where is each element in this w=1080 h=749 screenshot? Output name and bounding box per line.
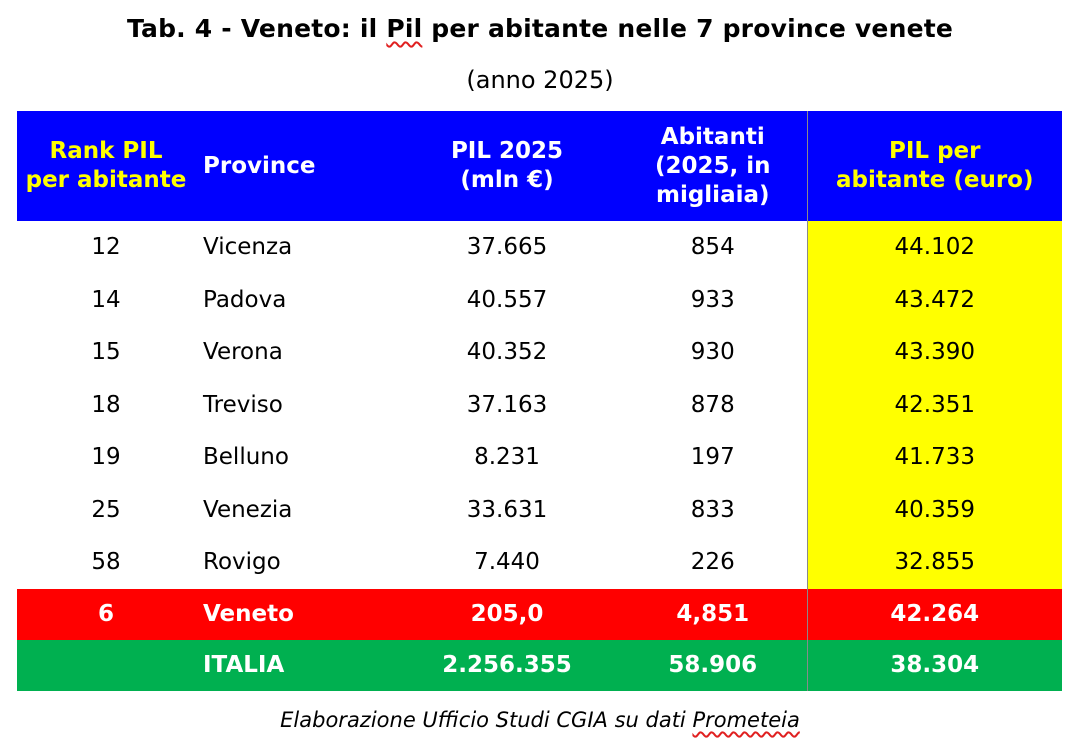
cell-province: Veneto (195, 589, 395, 640)
header-abitanti-line3: migliaia) (655, 181, 770, 208)
cell-province: Belluno (203, 444, 289, 471)
title-text-end: per abitante nelle 7 province venete (422, 14, 954, 43)
cell-rank: 15 (91, 339, 121, 366)
cell-abitanti: 933 (690, 286, 735, 313)
cell-rank: 25 (91, 496, 121, 523)
cell-pro-capite: 41.733 (807, 431, 1062, 484)
source-note (0, 708, 1080, 732)
cell-province: Venezia (203, 496, 293, 523)
title-text-start: Tab. 4 - Veneto: il (126, 14, 387, 43)
table-row (17, 221, 1062, 274)
table-row (17, 274, 1062, 327)
cell-province: Treviso (203, 391, 283, 418)
gdp-table (17, 111, 1062, 691)
header-row (17, 111, 1062, 221)
cell-rank (17, 640, 195, 691)
national-total-row (17, 640, 1062, 691)
cell-pro-capite: 44.102 (807, 221, 1062, 274)
cell-pil: 205,0 (395, 589, 619, 640)
header-pil (395, 111, 619, 221)
header-rank-line1: Rank PIL (49, 138, 163, 164)
header-pro-capite-line1: PIL per (889, 138, 981, 164)
cell-abitanti: 58.906 (619, 640, 807, 691)
cell-pro-capite: 32.855 (807, 536, 1062, 589)
cell-pil: 37.665 (466, 234, 548, 261)
cell-province: Vicenza (203, 234, 293, 261)
cell-pil: 37.163 (466, 391, 548, 418)
cell-pil: 40.352 (466, 339, 548, 366)
header-pro-capite (807, 111, 1062, 221)
cell-pro-capite: 42.264 (807, 589, 1062, 640)
cell-pro-capite: 42.351 (807, 379, 1062, 432)
header-pro-capite-line2: abitante (euro) (836, 167, 1034, 193)
cell-pil: 33.631 (466, 496, 548, 523)
cell-rank: 58 (91, 549, 121, 576)
cell-pil: 40.557 (466, 286, 548, 313)
header-abitanti-line2: (2025, in (654, 152, 771, 179)
cell-province: Verona (203, 339, 283, 366)
cell-province: Rovigo (203, 549, 281, 576)
table-row (17, 484, 1062, 537)
header-abitanti-line1: Abitanti (660, 123, 765, 150)
table-row (17, 379, 1062, 432)
table-subtitle: (anno 2025) (466, 66, 614, 94)
cell-pro-capite: 43.390 (807, 326, 1062, 379)
table-row (17, 431, 1062, 484)
cell-rank: 14 (91, 286, 121, 313)
header-abitanti (619, 111, 807, 221)
table-row (17, 326, 1062, 379)
cell-abitanti: 833 (690, 496, 735, 523)
header-province: Province (195, 111, 395, 221)
cell-pro-capite: 40.359 (807, 484, 1062, 537)
cell-rank: 19 (91, 444, 121, 471)
source-text: Elaborazione Ufficio Studi CGIA su dati (280, 708, 693, 732)
cell-abitanti: 197 (690, 444, 735, 471)
source-flagged-word: Prometeia (692, 708, 800, 732)
cell-abitanti: 854 (690, 234, 735, 261)
cell-abitanti: 226 (690, 549, 735, 576)
cell-abitanti: 878 (690, 391, 735, 418)
table-row (17, 536, 1062, 589)
cell-rank: 6 (17, 589, 195, 640)
cell-province: Padova (203, 286, 287, 313)
title-flagged-word: Pil (386, 14, 423, 43)
table-title (0, 14, 1080, 43)
cell-rank: 12 (91, 234, 121, 261)
cell-pil: 8.231 (474, 444, 540, 471)
header-rank (17, 111, 195, 221)
cell-abitanti: 4,851 (619, 589, 807, 640)
region-total-row (17, 589, 1062, 640)
cell-pil: 7.440 (474, 549, 540, 576)
header-pil-line1: PIL 2025 (450, 138, 564, 164)
cell-province: ITALIA (195, 640, 395, 691)
cell-pro-capite: 38.304 (807, 640, 1062, 691)
cell-abitanti: 930 (690, 339, 735, 366)
cell-pro-capite: 43.472 (807, 274, 1062, 327)
cell-rank: 18 (91, 391, 121, 418)
header-rank-line2: per abitante (25, 167, 187, 193)
header-pil-line2: (mln €) (460, 167, 554, 193)
cell-pil: 2.256.355 (395, 640, 619, 691)
